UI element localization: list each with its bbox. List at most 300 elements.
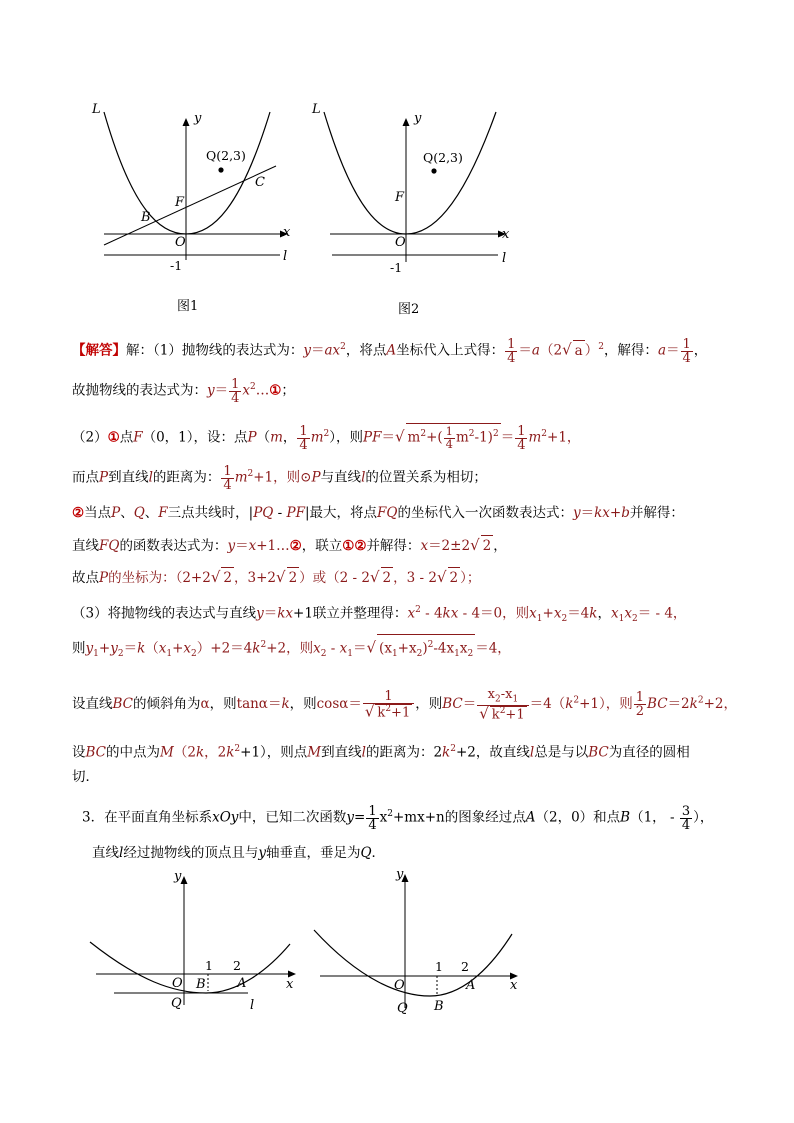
exp: 2 <box>499 705 506 716</box>
den: 4 <box>507 350 516 366</box>
num: 1 <box>231 376 240 392</box>
text: ＝ <box>348 695 362 712</box>
parabola-curve <box>90 942 290 993</box>
exp: 2 <box>420 429 427 439</box>
text: ）+2＝4 <box>196 640 253 657</box>
var: k <box>195 744 205 761</box>
radical-sign: √ <box>479 703 489 722</box>
label-two: 2 <box>461 959 469 974</box>
text: 则 <box>72 640 86 657</box>
figure-caption: 图2 <box>398 302 420 317</box>
text: ＝2 <box>667 695 690 712</box>
y-axis-arrow <box>183 118 190 126</box>
var: l <box>148 469 153 486</box>
sub: 2 <box>561 614 568 625</box>
text: - <box>273 505 287 521</box>
var: l <box>361 469 366 486</box>
num: 1 <box>445 424 453 438</box>
var: x <box>183 640 192 657</box>
radical-sign: √ <box>470 536 480 554</box>
text: ， <box>493 538 507 554</box>
var: B <box>620 809 631 826</box>
label-C: C <box>255 175 265 190</box>
part: x <box>487 687 495 702</box>
radical-sign: √ <box>562 340 572 359</box>
text: （3）将抛物线的表达式与直线 <box>72 605 257 622</box>
text: +2，故直线 <box>455 744 530 761</box>
sub: 2 <box>494 694 501 705</box>
sub: 1 <box>536 614 543 625</box>
text: 的倾斜角为 <box>133 695 201 712</box>
solution-line-6 <box>72 535 507 556</box>
solution-line-4 <box>72 464 487 492</box>
text: 轴垂直，垂足为 <box>265 845 361 861</box>
text: |最大，将点 <box>304 505 378 521</box>
var: x <box>553 605 562 622</box>
label-x: x <box>510 978 518 993</box>
radicand <box>490 706 527 721</box>
fraction <box>505 338 517 365</box>
radical-sign: √ <box>394 427 405 446</box>
den: 4 <box>223 477 232 493</box>
marker-1: ① <box>107 429 120 446</box>
var: M <box>160 744 174 761</box>
alpha: α <box>200 695 210 712</box>
text: ＝ <box>267 695 282 712</box>
text: ＝ - 4， <box>637 605 687 622</box>
text: ，则 <box>289 695 317 712</box>
text: ＝ <box>123 640 138 657</box>
label-A: A <box>466 978 476 993</box>
label-O: O <box>394 978 405 993</box>
text: ＝4 <box>567 605 590 622</box>
y-axis-arrow <box>181 876 188 884</box>
text: +1，则 <box>253 469 301 486</box>
part: -1) <box>474 429 493 446</box>
var: k <box>442 744 451 761</box>
text: 到直线 <box>108 469 149 486</box>
label-x: x <box>502 227 510 242</box>
label-L: L <box>92 102 101 117</box>
text: ， <box>597 605 611 622</box>
var: A <box>525 809 536 826</box>
var: m <box>310 429 324 446</box>
part: m <box>407 429 421 446</box>
text: - 4＝0，则 <box>458 605 530 622</box>
var: Q <box>360 845 372 861</box>
part: x <box>459 640 468 657</box>
exp: 2 <box>468 429 475 439</box>
sub: 2 <box>191 649 197 660</box>
var: y <box>110 640 118 657</box>
label-Q: Q <box>397 1001 408 1016</box>
fraction <box>681 338 693 365</box>
num: 1 <box>368 803 377 819</box>
var: BC <box>647 695 668 712</box>
solution-line-10 <box>72 688 737 721</box>
line-BC <box>104 166 276 245</box>
text: 的距离为：2 <box>365 744 443 761</box>
text: ＝ <box>666 342 680 359</box>
radical-sign: √ <box>276 568 286 586</box>
label-B: B <box>141 210 151 225</box>
var: Q <box>133 505 145 521</box>
exp: 2 <box>340 342 346 352</box>
label-x: x <box>286 977 294 992</box>
part: -4x <box>433 640 455 657</box>
num: 1 <box>635 689 645 705</box>
solution-line-11 <box>72 739 690 763</box>
text: ＝ <box>500 429 515 446</box>
var: m <box>528 429 542 446</box>
sub: 1 <box>93 649 99 660</box>
figure-3 <box>88 870 308 1020</box>
text: + <box>98 640 111 657</box>
label-l: l <box>283 249 288 264</box>
exp: 2 <box>247 469 254 479</box>
var: l <box>529 744 535 761</box>
fraction <box>634 691 646 718</box>
figure-2 <box>310 100 520 320</box>
text: 直线 <box>72 538 99 554</box>
text: ，则 <box>209 695 237 712</box>
sub: 2 <box>117 649 124 660</box>
text: （2 <box>173 744 196 761</box>
var: P <box>99 469 109 486</box>
text: （1， <box>630 809 666 826</box>
solution-line-3 <box>72 423 580 452</box>
var: y <box>227 538 236 554</box>
exp: 2 <box>541 429 548 439</box>
label-minus1: -1 <box>170 258 183 273</box>
marker-1: ① <box>269 382 282 399</box>
var: k <box>589 605 598 622</box>
fraction <box>477 688 528 721</box>
var: F <box>133 429 143 446</box>
text: ，解得： <box>603 342 658 359</box>
text: 的函数表达式为： <box>119 538 228 554</box>
text: 经过抛物线的顶点且与 <box>123 845 259 861</box>
label-B: B <box>434 999 444 1014</box>
text: ， <box>693 342 708 359</box>
cos: cosα <box>316 695 349 712</box>
var: k <box>252 640 261 657</box>
solution-line-8 <box>72 600 686 629</box>
solution-line-5 <box>72 503 684 523</box>
var: PQ <box>253 505 274 521</box>
var: m <box>234 469 248 486</box>
radicand <box>377 634 475 664</box>
text: 的位置关系为相切； <box>365 469 487 486</box>
text: ． <box>371 845 386 861</box>
radicand <box>406 423 501 450</box>
var: kx <box>277 605 294 622</box>
part: +1 <box>505 706 525 722</box>
var: kx <box>594 505 610 521</box>
var: M <box>307 744 322 761</box>
part: -x <box>500 687 513 702</box>
den: 4 <box>299 437 308 453</box>
var: x <box>248 538 257 554</box>
radical-sign: √ <box>364 702 375 721</box>
text: 故抛物线的表达式为： <box>72 382 207 399</box>
exp: 2 <box>415 605 421 615</box>
text: ，将点 <box>345 342 387 359</box>
text: +1… <box>256 538 290 554</box>
num: 1 <box>363 690 414 704</box>
var: ax <box>324 342 341 359</box>
var: x <box>339 640 348 657</box>
text: （ <box>145 640 159 657</box>
part: m <box>455 429 469 446</box>
part: ) <box>422 640 428 657</box>
label-l: l <box>250 998 255 1013</box>
marker-2: ② <box>289 538 302 554</box>
text: +1），则 <box>579 695 633 712</box>
solution-line-1 <box>72 337 707 365</box>
exp: 2 <box>385 703 392 714</box>
var: x <box>610 605 619 622</box>
label-two: 2 <box>233 958 241 973</box>
label-O: O <box>175 235 186 250</box>
var: PF <box>286 505 305 521</box>
text: 并解得： <box>366 538 421 554</box>
var: y <box>572 505 581 521</box>
radicand: 2 <box>381 567 394 588</box>
radical-sign: √ <box>369 568 380 586</box>
text: - <box>326 640 340 657</box>
num: 3 <box>681 803 691 819</box>
label-one: 1 <box>435 959 443 974</box>
text: 设直线 <box>72 695 113 712</box>
num: 1 <box>507 336 516 352</box>
text: … <box>255 382 270 399</box>
fraction <box>297 425 309 452</box>
var: P <box>99 570 109 586</box>
text: ＝ <box>462 695 477 712</box>
sub: 1 <box>618 614 625 625</box>
marker-12: ①② <box>342 538 367 554</box>
var: a <box>657 342 666 359</box>
sub: 2 <box>631 614 638 625</box>
den <box>363 704 414 719</box>
text: +2，则 <box>266 640 314 657</box>
fraction <box>366 805 378 832</box>
text: - <box>665 809 679 826</box>
parabola-L-curve <box>324 112 496 234</box>
problem-3-line-1 <box>82 804 713 832</box>
text: 当点 <box>84 505 112 521</box>
sub: 1 <box>512 694 519 705</box>
exp: 2 <box>260 640 267 650</box>
var: k <box>689 695 698 712</box>
var: y <box>207 382 215 399</box>
exp: 2 <box>697 695 704 706</box>
sub: 2 <box>467 649 474 660</box>
var: x <box>158 640 167 657</box>
var: F <box>158 505 168 521</box>
radicand: 2 <box>287 567 300 588</box>
var: P <box>247 429 257 446</box>
radical-sign: √ <box>210 568 221 586</box>
num: 1 <box>517 423 526 439</box>
solution-line-12 <box>72 767 99 787</box>
exp: 2 <box>427 640 434 650</box>
var: a <box>531 342 540 359</box>
part: +( <box>426 429 443 446</box>
label-F: F <box>395 190 405 205</box>
var: y <box>256 605 264 622</box>
exp: 2 <box>234 744 241 754</box>
text: ， <box>282 429 297 446</box>
fraction <box>444 426 455 450</box>
den: 4 <box>445 436 453 451</box>
text: +1联立并整理得： <box>293 605 408 622</box>
text: 的坐标代入一次函数表达式： <box>397 505 573 521</box>
var: A <box>386 342 397 359</box>
num: 1 <box>223 463 232 479</box>
var: l <box>361 744 366 761</box>
figure-4 <box>310 868 530 1018</box>
radicand: 2 <box>481 535 494 556</box>
sub: 1 <box>166 649 173 660</box>
var: x <box>313 640 321 657</box>
var: y <box>258 845 266 861</box>
var: P <box>111 505 121 521</box>
text: 故点 <box>72 570 99 586</box>
text: +2， <box>703 695 737 712</box>
figure-1 <box>90 100 300 320</box>
text: 到直线 <box>321 744 362 761</box>
var: k <box>226 744 235 761</box>
exp: 2 <box>598 342 604 352</box>
text: 三点共线时，| <box>167 505 254 521</box>
var: x <box>242 382 251 399</box>
text: 与直线 <box>320 469 362 486</box>
text: ＝2±2 <box>428 538 471 554</box>
var: k <box>565 695 574 712</box>
text: 的图象经过点 <box>444 809 526 826</box>
text: ＝ <box>214 382 229 399</box>
text: - 4 <box>420 605 443 622</box>
text: 直线 <box>92 845 119 861</box>
answer-heading: 【解答】 <box>72 342 126 359</box>
exp: 2 <box>387 809 393 819</box>
text: 坐标代入上式得： <box>396 342 505 359</box>
fraction <box>515 425 527 452</box>
tan: tanα <box>236 695 268 712</box>
label-l: l <box>502 251 507 266</box>
den <box>477 703 528 722</box>
var: k <box>281 695 290 712</box>
text: 的距离为： <box>152 469 221 486</box>
fraction <box>229 378 241 405</box>
text: 并解得： <box>629 505 684 521</box>
var: x <box>379 809 388 826</box>
exp: 2 <box>323 429 330 439</box>
var: y <box>346 809 355 826</box>
fraction <box>680 805 692 832</box>
var: BC <box>112 695 134 712</box>
var: y <box>303 342 311 359</box>
text: 的坐标为：（2+2 <box>108 570 211 586</box>
text: ＝4（ <box>529 695 566 712</box>
label-Q: Q(2,3) <box>423 150 463 165</box>
sub: 2 <box>320 649 327 660</box>
text: +1， <box>547 429 581 446</box>
text: 、 <box>144 505 159 521</box>
part: +x <box>397 640 417 657</box>
parabola-curve <box>314 930 512 996</box>
label-L: L <box>312 102 321 117</box>
var: x <box>420 538 429 554</box>
exp: 2 <box>492 429 499 439</box>
exp: 2 <box>573 695 580 706</box>
text: ＝ <box>310 342 325 359</box>
problem-3-line-2 <box>92 843 385 863</box>
text: ）； <box>460 570 481 586</box>
text: 的中点为 <box>106 744 161 761</box>
label-one: 1 <box>205 958 213 973</box>
var: FQ <box>99 538 120 554</box>
text: 中，已知二次函数 <box>238 809 347 826</box>
var: BC <box>442 695 463 712</box>
label-y: y <box>174 869 182 884</box>
text: + <box>609 505 622 521</box>
label-minus1: -1 <box>390 260 403 275</box>
text: ＝ <box>518 342 532 359</box>
text: ＝ <box>381 429 395 446</box>
var: x <box>529 605 537 622</box>
text: （2，0）和点 <box>535 809 621 826</box>
text: ＝ <box>352 640 367 657</box>
var: k <box>137 640 146 657</box>
text: ＝ <box>580 505 595 521</box>
text: 总是与以 <box>534 744 589 761</box>
text: 点 <box>119 429 134 446</box>
text: 设 <box>72 744 86 761</box>
sub: 1 <box>391 649 398 660</box>
var: xOy <box>212 809 239 826</box>
text: 为直径的圆相 <box>608 744 690 761</box>
num: 1 <box>682 336 691 352</box>
text: 3．在平面直角坐标系 <box>82 809 213 826</box>
figure-caption: 图1 <box>177 299 199 314</box>
var: b <box>621 505 630 521</box>
text: ）， <box>693 809 714 826</box>
text: ，联立 <box>301 538 343 554</box>
text: （0，1），设：点 <box>142 429 248 446</box>
text: +1），则点 <box>240 744 308 761</box>
part: k <box>491 706 500 722</box>
den: 4 <box>517 437 526 453</box>
text: + <box>172 640 184 657</box>
text: 解：（1）抛物线的表达式为： <box>126 342 304 359</box>
point-Q <box>431 168 436 173</box>
sub: 2 <box>416 649 423 660</box>
text: ，3 - 2 <box>393 570 437 586</box>
text: （ <box>256 429 271 446</box>
text: ＝ <box>235 538 249 554</box>
label-y: y <box>396 867 404 882</box>
circle-symbol: ⊙ <box>300 469 312 486</box>
text: = <box>354 809 366 826</box>
radicand: a <box>573 340 585 361</box>
exp: 2 <box>250 382 256 392</box>
label-O: O <box>395 235 406 250</box>
var: BC <box>85 744 107 761</box>
text: + <box>542 605 554 622</box>
